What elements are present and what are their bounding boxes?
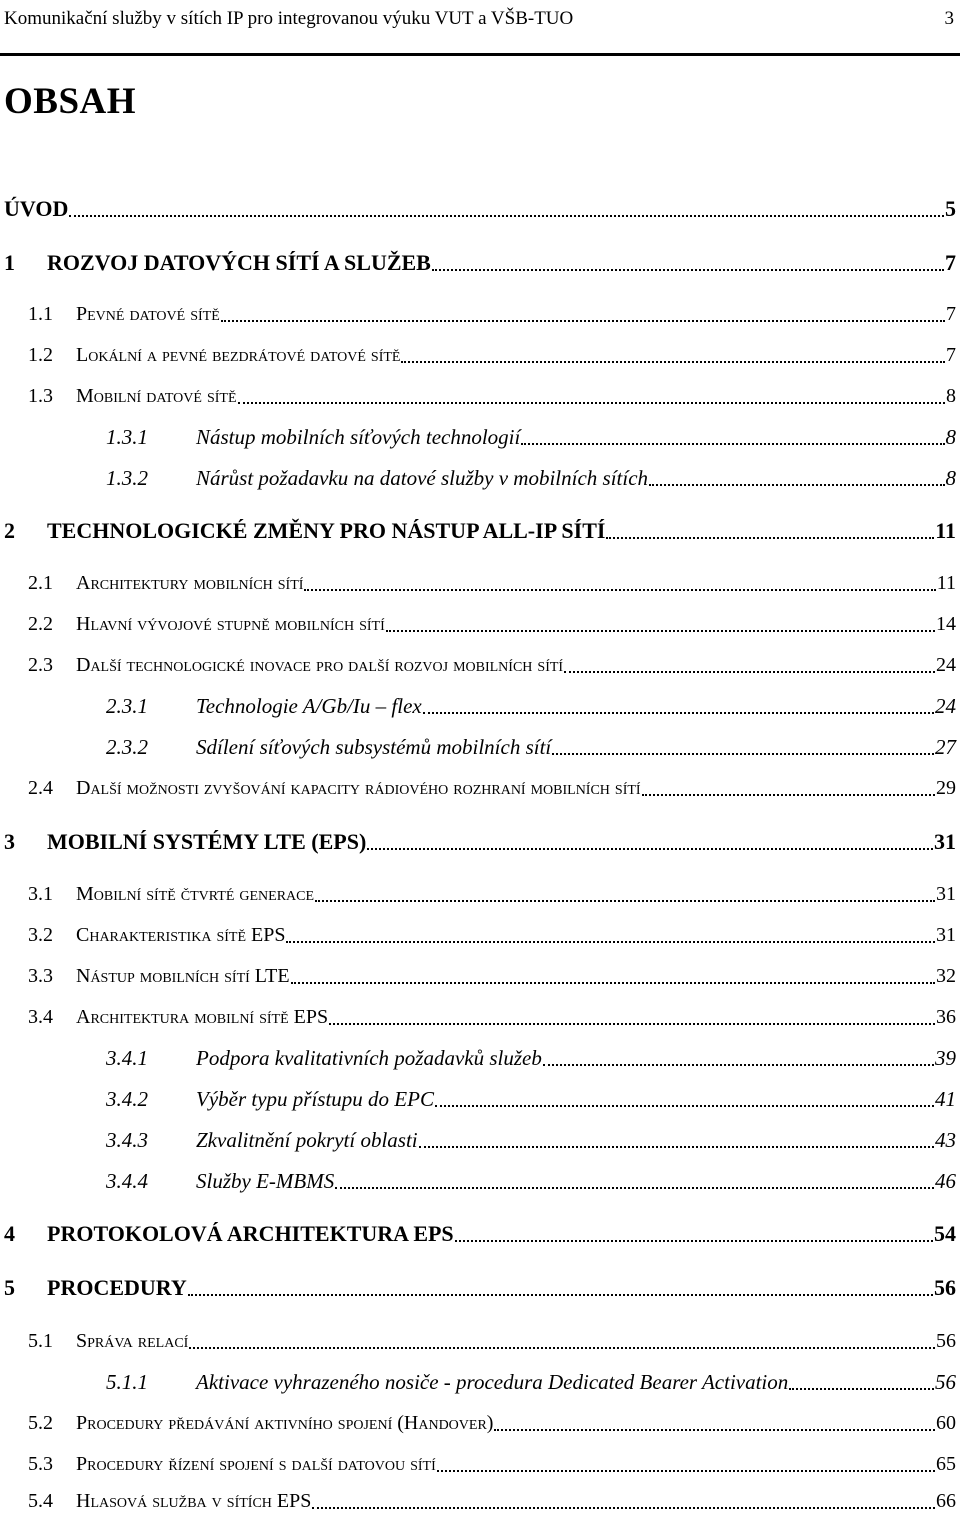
toc-num: 2.3.2 bbox=[106, 735, 148, 759]
toc-leader bbox=[238, 402, 945, 404]
toc-title: Správa relací bbox=[76, 1330, 189, 1352]
toc-title: MOBILNÍ SYSTÉMY LTE (EPS) bbox=[47, 829, 367, 854]
toc-entry-3-1[interactable] bbox=[28, 879, 956, 909]
toc-title: Podpora kvalitativních požadavků služeb bbox=[196, 1046, 542, 1070]
toc-entry-1-3-2[interactable] bbox=[106, 463, 956, 493]
toc-page: 31 bbox=[934, 829, 956, 854]
toc-title: ÚVOD bbox=[4, 196, 69, 221]
toc-num: 5 bbox=[4, 1275, 15, 1300]
toc-leader bbox=[221, 320, 945, 322]
toc-num: 3.4.1 bbox=[106, 1046, 148, 1070]
header-title: Komunikační služby v sítích IP pro integrovanou výuku VUT a VŠB-TUO bbox=[4, 8, 574, 29]
toc-page: 24 bbox=[935, 694, 956, 718]
toc-title: Sdílení síťových subsystémů mobilních sítí bbox=[196, 735, 552, 759]
toc-num: 4 bbox=[4, 1221, 15, 1246]
toc-num: 1 bbox=[4, 250, 15, 275]
toc-leader bbox=[564, 671, 935, 673]
toc-title: Nástup mobilních sítí LTE bbox=[76, 965, 290, 987]
toc-num: 3.1 bbox=[28, 883, 53, 905]
toc-leader bbox=[329, 1023, 935, 1025]
toc-num: 1.1 bbox=[28, 303, 53, 325]
toc-title: PROCEDURY bbox=[47, 1275, 187, 1300]
toc-title: Služby E-MBMS bbox=[196, 1169, 335, 1193]
toc-title: Lokální a pevné bezdrátové datové sítě bbox=[76, 344, 401, 366]
toc-page: 11 bbox=[935, 518, 956, 543]
toc-entry-3-4-3[interactable] bbox=[106, 1125, 956, 1155]
toc-entry-5-4[interactable] bbox=[28, 1486, 956, 1516]
toc-page: 27 bbox=[935, 735, 956, 759]
toc-page: 8 bbox=[946, 385, 956, 407]
toc-leader bbox=[286, 941, 935, 943]
toc-leader bbox=[188, 1294, 933, 1296]
toc-entry-5-3[interactable] bbox=[28, 1449, 956, 1479]
toc-entry-1-3-1[interactable] bbox=[106, 422, 956, 452]
toc-num: 3.3 bbox=[28, 965, 53, 987]
toc-num: 1.3.1 bbox=[106, 425, 148, 449]
toc-leader bbox=[419, 1146, 934, 1148]
toc-num: 5.1.1 bbox=[106, 1370, 148, 1394]
toc-leader bbox=[367, 848, 933, 850]
toc-num: 5.1 bbox=[28, 1330, 53, 1352]
toc-entry-3[interactable] bbox=[4, 827, 956, 857]
toc-num: 2.3.1 bbox=[106, 694, 148, 718]
toc-entry-2-3-1[interactable] bbox=[106, 691, 956, 721]
toc-leader bbox=[304, 589, 935, 591]
toc-page: 7 bbox=[946, 344, 956, 366]
toc-leader bbox=[552, 753, 934, 755]
toc-num: 2.4 bbox=[28, 777, 53, 799]
toc-entry-2-3-2[interactable] bbox=[106, 732, 956, 762]
toc-entry-3-4[interactable] bbox=[28, 1002, 956, 1032]
toc-page: 8 bbox=[945, 466, 956, 490]
toc-entry-3-4-2[interactable] bbox=[106, 1084, 956, 1114]
toc-title: Hlavní vývojové stupně mobilních sítí bbox=[76, 613, 385, 635]
toc-page: 41 bbox=[935, 1087, 956, 1111]
toc-entry-uvod[interactable] bbox=[4, 194, 956, 224]
toc-leader bbox=[435, 1105, 934, 1107]
toc-page: 65 bbox=[936, 1453, 956, 1475]
toc-num: 2.3 bbox=[28, 654, 53, 676]
toc-page: 31 bbox=[936, 883, 956, 905]
toc-num: 1.3.2 bbox=[106, 466, 148, 490]
toc-leader bbox=[606, 537, 934, 539]
toc-page: 66 bbox=[936, 1490, 956, 1512]
toc-title: Procedury předávání aktivního spojení (Handover) bbox=[76, 1412, 494, 1434]
toc-title: TECHNOLOGICKÉ ZMĚNY PRO NÁSTUP ALL-IP SÍTÍ bbox=[47, 518, 606, 543]
toc-num: 5.4 bbox=[28, 1490, 53, 1512]
toc-title: Další technologické inovace pro další rozvoj mobilních sítí bbox=[76, 654, 564, 676]
running-header bbox=[0, 0, 960, 38]
toc-entry-3-4-1[interactable] bbox=[106, 1043, 956, 1073]
toc-num: 3.4.4 bbox=[106, 1169, 148, 1193]
toc-title: PROTOKOLOVÁ ARCHITEKTURA EPS bbox=[47, 1221, 454, 1246]
toc-entry-3-4-4[interactable] bbox=[106, 1166, 956, 1196]
toc-num: 3 bbox=[4, 829, 15, 854]
toc-title: Zkvalitnění pokrytí oblasti bbox=[196, 1128, 418, 1152]
toc-leader bbox=[649, 484, 944, 486]
toc-page: 39 bbox=[935, 1046, 956, 1070]
toc-leader bbox=[423, 712, 934, 714]
toc-entry-3-3[interactable] bbox=[28, 961, 956, 991]
toc-entry-1[interactable] bbox=[4, 248, 956, 278]
toc-title: Mobilní datové sítě bbox=[76, 385, 237, 407]
toc-num: 3.4.3 bbox=[106, 1128, 148, 1152]
toc-entry-5-1-1[interactable] bbox=[106, 1367, 956, 1397]
toc-leader bbox=[642, 794, 935, 796]
toc-title: Další možnosti zvyšování kapacity rádiového rozhraní mobilních sítí bbox=[76, 777, 641, 799]
toc-page: 7 bbox=[945, 250, 956, 275]
toc-title: Charakteristika sítě EPS bbox=[76, 924, 286, 946]
toc-leader bbox=[437, 1470, 935, 1472]
toc-num: 5.2 bbox=[28, 1412, 53, 1434]
toc-num: 2.2 bbox=[28, 613, 53, 635]
toc-title: Aktivace vyhrazeného nosiče - procedura Dedicated Bearer Activation bbox=[196, 1370, 789, 1394]
toc-page: 14 bbox=[936, 613, 956, 635]
toc-title: Hlasová služba v sítích EPS bbox=[76, 1490, 312, 1512]
toc-title: Nástup mobilních síťových technologií bbox=[196, 425, 521, 449]
toc-entry-5-1[interactable] bbox=[28, 1326, 956, 1356]
toc-title: Mobilní sítě čtvrté generace bbox=[76, 883, 315, 905]
toc-page: 31 bbox=[936, 924, 956, 946]
toc-leader bbox=[312, 1507, 935, 1509]
toc-num: 2 bbox=[4, 518, 15, 543]
toc-page: 56 bbox=[935, 1370, 956, 1394]
toc-entry-1-2[interactable] bbox=[28, 340, 956, 370]
toc-num: 3.4 bbox=[28, 1006, 53, 1028]
toc-num: 5.3 bbox=[28, 1453, 53, 1475]
toc-entry-2-1[interactable] bbox=[28, 568, 956, 598]
toc-entry-2-2[interactable] bbox=[28, 609, 956, 639]
toc-page: 7 bbox=[946, 303, 956, 325]
header-page-number: 3 bbox=[944, 8, 954, 29]
toc-leader bbox=[69, 215, 944, 217]
toc-title: Architektury mobilních sítí bbox=[76, 572, 304, 594]
toc-leader bbox=[189, 1347, 935, 1349]
toc-title: Architektura mobilní sítě EPS bbox=[76, 1006, 329, 1028]
toc-page: 32 bbox=[936, 965, 956, 987]
toc-leader bbox=[315, 900, 935, 902]
toc-page: 11 bbox=[936, 572, 956, 594]
toc-entry-4[interactable] bbox=[4, 1219, 956, 1249]
header-rule bbox=[0, 53, 960, 56]
toc-title: ROZVOJ DATOVÝCH SÍTÍ A SLUŽEB bbox=[47, 250, 431, 275]
toc-page: 43 bbox=[935, 1128, 956, 1152]
toc-page: 8 bbox=[945, 425, 956, 449]
toc-entry-2-3[interactable] bbox=[28, 650, 956, 680]
toc-page: 46 bbox=[935, 1169, 956, 1193]
toc-title: Výběr typu přístupu do EPC bbox=[196, 1087, 434, 1111]
toc-entry-2[interactable] bbox=[4, 516, 956, 546]
toc-leader bbox=[401, 361, 945, 363]
toc-leader bbox=[291, 982, 935, 984]
toc-num: 1.2 bbox=[28, 344, 53, 366]
toc-page: 24 bbox=[936, 654, 956, 676]
toc-entry-3-2[interactable] bbox=[28, 920, 956, 950]
toc-leader bbox=[335, 1187, 934, 1189]
toc-num: 3.4.2 bbox=[106, 1087, 148, 1111]
toc-entry-1-3[interactable] bbox=[28, 381, 956, 411]
toc-leader bbox=[789, 1388, 934, 1390]
toc-page: 60 bbox=[936, 1412, 956, 1434]
toc-num: 3.2 bbox=[28, 924, 53, 946]
toc-leader bbox=[432, 269, 944, 271]
toc-leader bbox=[455, 1240, 933, 1242]
toc-entry-1-1[interactable] bbox=[28, 299, 956, 329]
toc-title: Procedury řízení spojení s další datovou sítí bbox=[76, 1453, 436, 1475]
toc-leader bbox=[494, 1429, 935, 1431]
toc-entry-5-2[interactable] bbox=[28, 1408, 956, 1438]
toc-title: Technologie A/Gb/Iu – flex bbox=[196, 694, 422, 718]
toc-page: 54 bbox=[934, 1221, 956, 1246]
toc-leader bbox=[521, 443, 944, 445]
toc-page: 5 bbox=[945, 196, 956, 221]
toc-entry-5[interactable] bbox=[4, 1273, 956, 1303]
page-heading: OBSAH bbox=[4, 81, 137, 122]
toc-page: 36 bbox=[936, 1006, 956, 1028]
toc-num: 2.1 bbox=[28, 572, 53, 594]
toc-page: 56 bbox=[934, 1275, 956, 1300]
toc-leader bbox=[386, 630, 935, 632]
toc-num: 1.3 bbox=[28, 385, 53, 407]
toc-title: Nárůst požadavku na datové služby v mobilních sítích bbox=[196, 466, 649, 490]
toc-leader bbox=[543, 1064, 934, 1066]
toc-page: 29 bbox=[936, 777, 956, 799]
toc-page: 56 bbox=[936, 1330, 956, 1352]
toc-entry-2-4[interactable] bbox=[28, 773, 956, 803]
toc-title: Pevné datové sítě bbox=[76, 303, 220, 325]
